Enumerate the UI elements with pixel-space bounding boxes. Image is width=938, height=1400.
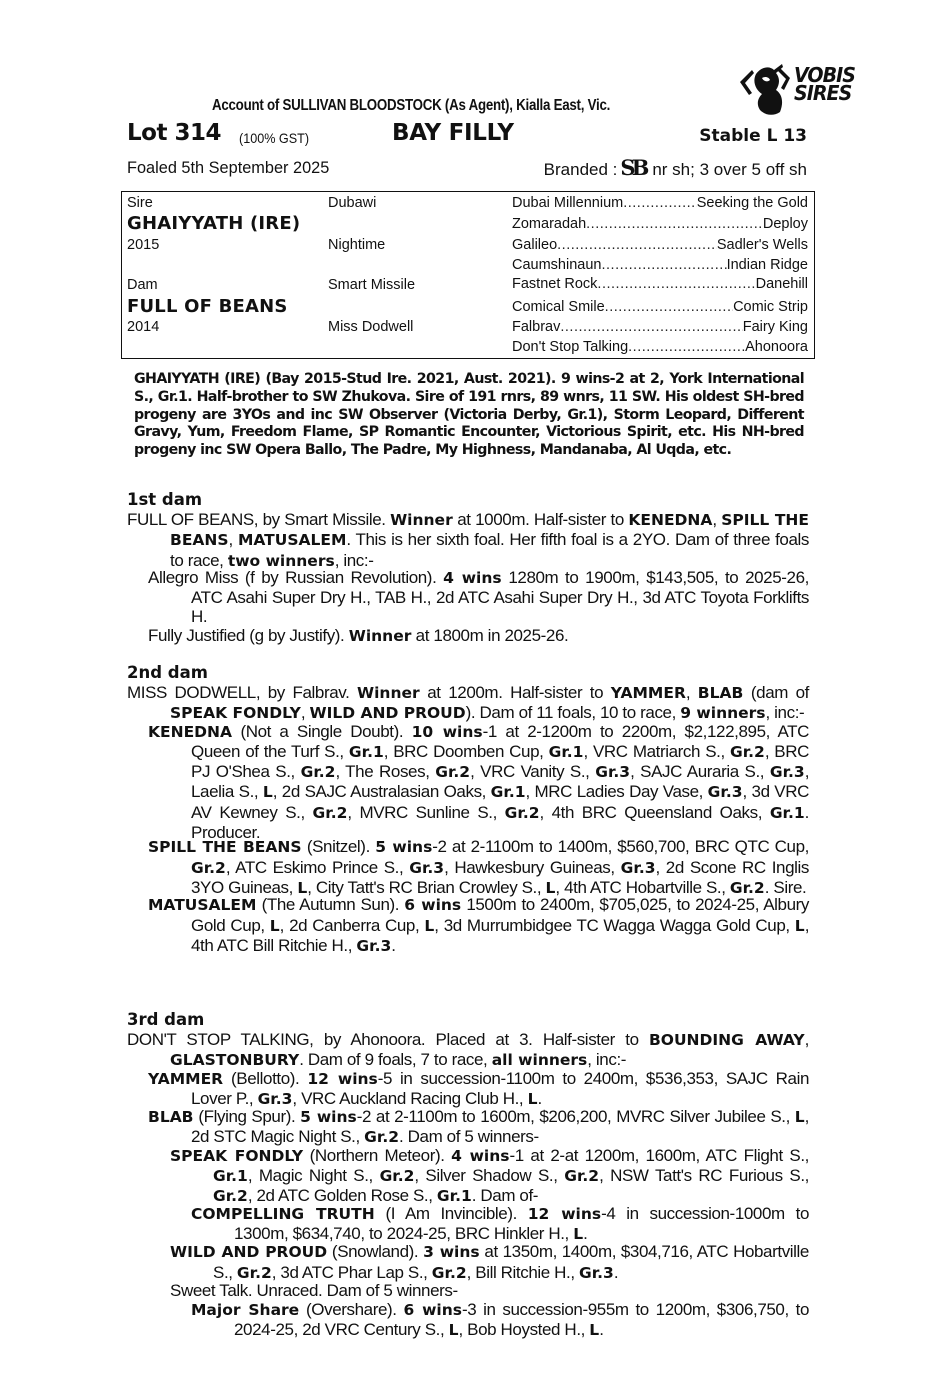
bold-text: 5 wins: [300, 1108, 357, 1127]
text: , 4th BRC Queensland Oaks,: [539, 802, 770, 822]
text: , NSW Tatt's RC Furious S.,: [599, 1166, 809, 1186]
bold-text: L: [269, 916, 280, 935]
text: , 3d VRC AV Kewney S.,: [191, 782, 809, 822]
text: , 3d ATC Phar Lap S.,: [271, 1262, 432, 1282]
stable-number: Stable L 13: [699, 126, 807, 146]
brand-mark-icon: SB: [620, 155, 646, 180]
sire-label: Sire: [127, 195, 153, 211]
bold-text: KENEDNA: [628, 511, 713, 529]
bold-text: Gr.2: [364, 1128, 399, 1147]
vendor-account: Account of SULLIVAN BLOODSTOCK (As Agent), Kialla East, Vic.: [212, 97, 611, 114]
bold-text: L: [573, 1224, 584, 1243]
bold-text: Winner: [357, 684, 420, 702]
text: , BRC PJ O'Shea S.,: [191, 741, 809, 782]
bold-text: Gr.3: [356, 936, 392, 955]
branded-description: nr sh; 3 over 5 off sh: [652, 160, 807, 179]
text: , 2d STC Magic Night S.,: [191, 1107, 809, 1147]
bold-text: L: [794, 916, 805, 935]
ggp-right: Seeking the Gold: [696, 195, 808, 211]
bold-text: Major Share: [191, 1301, 300, 1320]
text: (Snowland).: [327, 1242, 424, 1262]
bold-text: Winner: [390, 511, 453, 529]
text: (Not a Single Doubt).: [232, 721, 412, 741]
bold-text: Gr.3: [769, 763, 805, 782]
third-dam-heading: 3rd dam: [127, 1010, 205, 1029]
bold-text: 12 wins: [307, 1069, 378, 1088]
text: , VRC Vanity S.,: [470, 762, 596, 782]
text: , BRC Doomben Cup,: [383, 741, 549, 761]
ggp-left: Fastnet Rock: [512, 276, 598, 292]
bold-text: BLAB: [148, 1108, 194, 1127]
text: Allegro Miss (f by Russian Revolution).: [148, 567, 444, 587]
great-grandparent-row: [512, 319, 808, 335]
text: .: [583, 1223, 588, 1243]
pedigree-entry: [127, 1030, 809, 1071]
bold-text: 10 wins: [411, 722, 483, 741]
bold-text: 12 wins: [527, 1204, 602, 1223]
text: , Bill Ritchie H.,: [466, 1262, 580, 1282]
text: , The Roses,: [335, 762, 436, 782]
ggp-right: Sadler's Wells: [716, 237, 808, 253]
text: , inc:-: [334, 550, 374, 570]
bold-text: MATUSALEM: [237, 531, 347, 550]
pedigree-entry: [148, 837, 809, 898]
first-dam-heading: 1st dam: [127, 490, 203, 509]
ggp-left: Don't Stop Talking: [512, 339, 629, 355]
ggp-left: Caumshinaun: [512, 257, 602, 273]
text: , MRC Ladies Day Vase,: [525, 782, 708, 802]
text: MISS DODWELL, by Falbrav.: [127, 683, 358, 702]
text: , SAJC Auraria S.,: [630, 762, 770, 782]
text: , Silver Shadow S.,: [414, 1166, 565, 1186]
pedigree-entry: [148, 895, 809, 956]
logo-line-2: SIRES: [794, 81, 852, 105]
dam-dam: Miss Dodwell: [328, 319, 414, 335]
text: , VRC Auckland Racing Club H.,: [292, 1088, 528, 1108]
text: .: [537, 1088, 542, 1108]
bold-text: COMPELLING TRUTH: [191, 1204, 375, 1223]
bold-text: Gr.1: [490, 783, 526, 802]
bold-text: two winners: [227, 551, 335, 570]
bold-text: 4 wins: [443, 568, 502, 587]
foaled-date: Foaled 5th September 2025: [127, 158, 330, 177]
pedigree-entry: [170, 1281, 809, 1300]
great-grandparent-row: [512, 299, 808, 315]
bold-text: Gr.2: [504, 803, 540, 822]
bold-text: SPILL THE BEANS: [148, 838, 302, 857]
leader-dots: [597, 276, 755, 292]
bold-text: Gr.2: [300, 763, 336, 782]
horse-rider-icon: [736, 60, 794, 118]
lot-number: Lot 314: [127, 120, 221, 146]
text: at 1000m. Half-sister to: [452, 510, 629, 529]
dam-sire: Smart Missile: [328, 277, 416, 293]
bold-text: Gr.3: [579, 1263, 614, 1282]
bold-text: BOUNDING AWAY: [648, 1031, 805, 1049]
bold-text: Gr.3: [257, 1089, 293, 1108]
bold-text: MATUSALEM: [148, 896, 257, 915]
leader-dots: [601, 257, 726, 273]
leader-dots: [560, 319, 742, 335]
text: , ATC Eskimo Prince S.,: [225, 857, 410, 877]
text: -2 at 2-1100m to 1600m, $206,200, MVRC Silver Jubilee S.,: [356, 1107, 795, 1127]
ggp-left: Falbrav: [512, 319, 561, 335]
logo-line-1: VOBIS: [794, 63, 856, 87]
text: -1 at 2-1200m to 2200m, $2,122,895, ATC Queen of the Turf S.,: [191, 721, 809, 761]
ggp-left: Zomaradah: [512, 216, 587, 232]
ggp-right: Deploy: [762, 216, 808, 232]
text: . Dam of-: [471, 1186, 539, 1206]
text: ,: [712, 510, 722, 529]
text: -3 in succession-955m to 1200m, $306,750, to 2024-25, 2d VRC Century S.,: [234, 1300, 810, 1340]
text: at 1350m, 1400m, $304,716, ATC Hobartville S.,: [213, 1242, 809, 1282]
leader-dots: [586, 216, 763, 232]
bold-text: L: [424, 916, 435, 935]
text: , 2d Scone RC Inglis 3YO Guineas,: [191, 857, 809, 897]
bold-text: Gr.1: [348, 742, 384, 761]
branded-label: Branded :: [543, 160, 618, 179]
text: Sweet Talk. Unraced. Dam of 5 winners-: [170, 1280, 458, 1300]
text: , 2d SAJC Australasian Oaks,: [272, 782, 491, 802]
pedigree-table: [121, 191, 815, 359]
text: ,: [300, 703, 310, 723]
pedigree-entry: [191, 1300, 809, 1341]
bold-text: Gr.2: [191, 858, 226, 877]
ggp-left: Comical Smile: [512, 299, 605, 315]
sire-sire: Dubawi: [328, 195, 377, 211]
bold-text: BLAB: [697, 684, 744, 702]
bold-text: Gr.2: [236, 1263, 272, 1282]
bold-text: Gr.1: [213, 1167, 248, 1186]
pedigree-entry: [127, 683, 809, 724]
text: .: [613, 1262, 619, 1282]
bold-text: Gr.3: [409, 858, 445, 877]
bold-text: Gr.2: [312, 803, 348, 822]
bold-text: 9 winners: [680, 704, 766, 723]
text: (dam of: [743, 683, 809, 702]
text: -2 at 2-1100m to 1400m, $560,700, BRC QTC Cup,: [432, 837, 809, 857]
text: at 1200m. Half-sister to: [419, 683, 611, 702]
branded-info: [544, 155, 807, 180]
text: (The Autumn Sun).: [256, 895, 405, 915]
text: , MVRC Sunline S.,: [347, 802, 505, 822]
bold-text: 6 wins: [404, 896, 462, 915]
bold-text: L: [589, 1321, 600, 1340]
bold-text: 4 wins: [451, 1146, 510, 1165]
bold-text: Gr.2: [379, 1167, 415, 1186]
bold-text: Gr.1: [769, 803, 805, 822]
text: 1500m to 2400m, $705,025, to 2024-25, Albury Gold Cup,: [191, 895, 810, 935]
bold-text: KENEDNA: [148, 722, 232, 741]
pedigree-entry: [170, 1242, 809, 1283]
text: , Bob Hoysted H.,: [458, 1320, 590, 1340]
great-grandparent-row: [512, 195, 808, 211]
bold-text: GLASTONBURY: [170, 1051, 300, 1070]
sire-name: GHAIYYATH (IRE): [127, 213, 301, 234]
bold-text: L: [545, 878, 556, 897]
text: , 2d ATC Golden Rose S.,: [247, 1186, 437, 1206]
bold-text: all winners: [491, 1051, 588, 1070]
text: (Snitzel).: [301, 837, 376, 857]
gst-note: (100% GST): [239, 130, 310, 146]
text: , Laelia S.,: [191, 762, 810, 802]
leader-dots: [605, 299, 733, 315]
bold-text: SPILL THE BEANS: [170, 511, 809, 550]
bold-text: YAMMER: [148, 1069, 224, 1088]
text: 1280m to 1900m, $143,505, to 2025-26, ATC Asahi Super Dry H., TAB H., 2d ATC Asahi Super Dry H., 3d ATC Toyota Forklifts H.: [191, 567, 809, 627]
ggp-right: Danehill: [755, 276, 808, 292]
bold-text: WILD AND PROUD: [170, 1243, 328, 1262]
text: , Hawkesbury Guineas,: [444, 857, 621, 877]
pedigree-entry: [148, 722, 809, 843]
bold-text: YAMMER: [610, 684, 686, 702]
text: DON'T STOP TALKING, by Ahonoora. Placed at 3. Half-sister to: [127, 1030, 649, 1049]
ggp-left: Dubai Millennium: [512, 195, 624, 211]
text: ,: [685, 683, 698, 702]
text: (Flying Spur).: [193, 1107, 301, 1127]
text: Fully Justified (g by Justify).: [148, 625, 349, 645]
logo-wordmark: [794, 63, 856, 105]
ggp-right: Comic Strip: [733, 299, 808, 315]
text: -5 in succession-1100m to 2400m, $536,353, SAJC Rain Lover P.,: [191, 1068, 810, 1108]
bold-text: Gr.3: [595, 763, 631, 782]
bold-text: Gr.2: [213, 1187, 248, 1206]
lot-title: BAY FILLY: [392, 120, 514, 146]
pedigree-entry: [127, 510, 809, 571]
leader-dots: [628, 339, 745, 355]
great-grandparent-row: [512, 237, 808, 253]
leader-dots: [557, 237, 717, 253]
ggp-right: Ahonoora: [745, 339, 808, 355]
bold-text: WILD AND PROUD: [309, 704, 466, 723]
dam-year: 2014: [127, 319, 160, 335]
bold-text: Gr.2: [729, 878, 765, 897]
text: , 3d Murrumbidgee TC Wagga Wagga Gold Cup,: [434, 915, 795, 935]
bold-text: L: [297, 878, 308, 897]
ggp-left: Galileo: [512, 237, 558, 253]
text: -1 at 2-at 1200m, 1600m, ATC Flight S.,: [509, 1145, 809, 1165]
pedigree-entry: [191, 1204, 809, 1245]
second-dam-heading: 2nd dam: [127, 663, 208, 682]
sire-dam: Nightime: [328, 237, 386, 253]
great-grandparent-row: [512, 339, 808, 355]
text: , 4th ATC Bill Ritchie H.,: [191, 915, 810, 955]
text: . Dam of 5 winners-: [399, 1127, 539, 1147]
text: .: [599, 1320, 604, 1340]
text: , 2d Canberra Cup,: [279, 915, 425, 935]
great-grandparent-row: [512, 216, 808, 232]
text: (Overshare).: [299, 1300, 404, 1320]
leader-dots: [623, 195, 697, 211]
text: (Bellotto).: [223, 1068, 308, 1088]
pedigree-entry: [148, 568, 809, 627]
dam-name: FULL OF BEANS: [127, 296, 288, 317]
pedigree-entry: [148, 1069, 809, 1110]
pedigree-entry: [148, 1107, 809, 1148]
sire-year: 2015: [127, 237, 160, 253]
text: , VRC Matriarch S.,: [583, 741, 730, 761]
text: . Sire.: [764, 877, 807, 897]
bold-text: 6 wins: [403, 1301, 463, 1320]
text: .: [391, 935, 396, 955]
text: (I Am Invincible).: [374, 1203, 528, 1223]
bold-text: SPEAK FONDLY: [170, 704, 301, 723]
bold-text: Gr.2: [435, 763, 471, 782]
bold-text: Gr.3: [620, 858, 656, 877]
pedigree-entry: [170, 1146, 809, 1207]
text: , City Tatt's RC Brian Crowley S.,: [307, 877, 546, 897]
text: ,: [228, 530, 238, 550]
text: ,: [804, 1030, 809, 1049]
sire-summary: GHAIYYATH (IRE) (Bay 2015-Stud Ire. 2021, Aust. 2021). 9 wins-2 at 2, York International S., Gr.1. Half-brother to SW Zhukova. Sire of 191 rnrs, 89 wnrs, 11 SW. His oldest SH-bred progeny are 3YOs and inc SW Observer (Victoria Derby, Gr.1), Storm Leopard, Different Gravy, Yum, Freedom Flame, SP Romantic Encounter, Victorious Spirit, etc. His NH-bred progeny inc SW Opera Ballo, The Padre, My Highness, Mandanaba, Al Uqda, etc.: [134, 371, 804, 459]
great-grandparent-row: [512, 257, 808, 273]
text: . Producer.: [191, 802, 809, 843]
text: ). Dam of 11 foals, 10 to race,: [465, 703, 681, 723]
bold-text: Gr.2: [729, 742, 765, 761]
bold-text: L: [448, 1321, 459, 1340]
ggp-right: Indian Ridge: [726, 257, 808, 273]
bold-text: Winner: [348, 626, 412, 645]
text: FULL OF BEANS, by Smart Missile.: [127, 510, 391, 529]
great-grandparent-row: [512, 276, 808, 292]
bold-text: SPEAK FONDLY: [170, 1146, 304, 1165]
text: -4 in succession-1000m to 1300m, $634,740, to 2024-25, BRC Hinkler H.,: [234, 1203, 809, 1243]
bold-text: Gr.3: [707, 783, 743, 802]
pedigree-entry: [148, 626, 809, 646]
text: . Dam of 9 foals, 7 to race,: [299, 1050, 492, 1070]
bold-text: Gr.1: [548, 742, 584, 761]
vobis-sires-logo: [736, 60, 876, 118]
bold-text: L: [794, 1108, 805, 1127]
dam-label: Dam: [127, 277, 158, 293]
bold-text: Gr.1: [436, 1187, 472, 1206]
text: , inc:-: [587, 1050, 627, 1070]
bold-text: Gr.2: [564, 1167, 600, 1186]
bold-text: 5 wins: [375, 838, 433, 857]
text: (Northern Meteor).: [303, 1145, 452, 1165]
text: , 4th ATC Hobartville S.,: [555, 877, 730, 897]
ggp-right: Fairy King: [742, 319, 808, 335]
bold-text: L: [527, 1089, 538, 1108]
bold-text: L: [262, 783, 273, 802]
lot-header: [127, 118, 807, 152]
text: , inc:-: [765, 703, 805, 723]
text: at 1800m in 2025-26.: [411, 625, 569, 645]
text: . This is her sixth foal. Her fifth foal is a 2YO. Dam of three foals to race,: [170, 530, 809, 570]
bold-text: 3 wins: [423, 1243, 480, 1262]
text: , Magic Night S.,: [247, 1166, 380, 1186]
bold-text: Gr.2: [431, 1263, 467, 1282]
